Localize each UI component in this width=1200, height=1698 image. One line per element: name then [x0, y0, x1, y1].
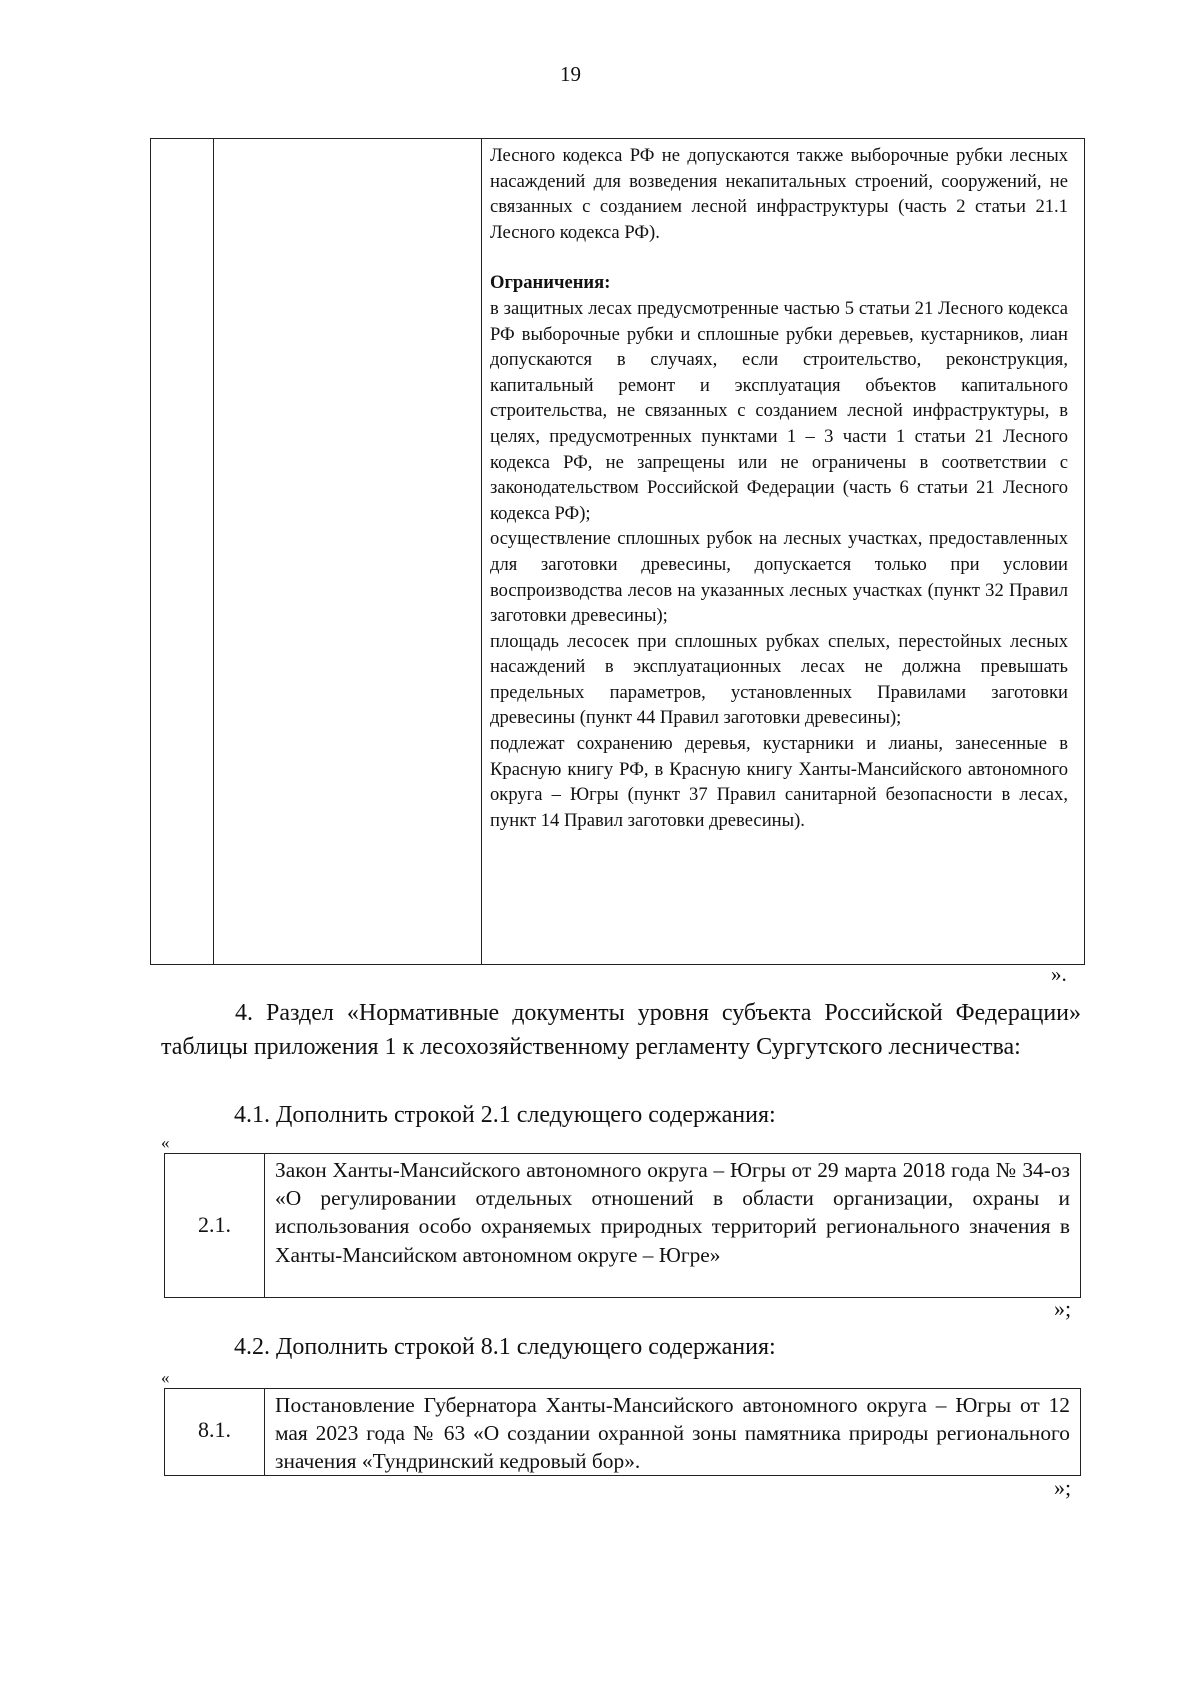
row-number: 8.1. [198, 1417, 231, 1442]
restriction-item: осуществление сплошных рубок на лесных участках, предоставленных для заготовки древесины, допускается только при условии воспроизводства лесов на указанных лесных участках (пункт 32 Правил заготовки древесины); [490, 528, 1068, 627]
row-2-1-table [164, 1153, 1081, 1298]
table-column-divider [481, 139, 482, 964]
row-number: 2.1. [198, 1212, 231, 1237]
restriction-item: подлежат сохранению деревья, кустарники и лианы, занесенные в Красную книгу РФ, в Красную книгу Ханты-Мансийского автономного округа – Югры (пункт 37 Правил санитарной безопасности в лесах, пункт 14 Правил заготовки древесины). [490, 733, 1068, 831]
subsection-4-1: 4.1. Дополнить строкой 2.1 следующего содержания: [234, 1102, 776, 1128]
closing-quote: »; [1054, 1475, 1072, 1500]
closing-quote: »; [1054, 1296, 1072, 1321]
opening-quote: « [161, 1368, 170, 1387]
section-4-paragraph: 4. Раздел «Нормативные документы уровня субъекта Российской Федерации» таблицы приложения 1 к лесохозяйственному регламенту Сургутского лесничества: [161, 1000, 1081, 1060]
table-column-divider [264, 1389, 265, 1475]
restrictions-heading: Ограничения: [490, 272, 611, 294]
closing-quote: ». [1051, 962, 1067, 986]
row-text: Закон Ханты-Мансийского автономного округа – Югры от 29 марта 2018 года № 34-оз «О регулировании отдельных отношений в области организации, охраны и использования особо охраняемых природных территорий регионального значения в Ханты-Мансийском автономном округе – Югре» [275, 1158, 1070, 1267]
table-column-divider [213, 139, 214, 964]
subsection-4-2: 4.2. Дополнить строкой 8.1 следующего содержания: [234, 1334, 776, 1360]
table-column-divider [264, 1154, 265, 1297]
row-8-1-table [164, 1388, 1081, 1476]
row-text: Постановление Губернатора Ханты-Мансийского автономного округа – Югры от 12 мая 2023 года № 63 «О создании охранной зоны памятника природы регионального значения «Тундринский кедровый бор». [275, 1393, 1070, 1474]
page-number: 19 [560, 62, 581, 86]
opening-quote: « [161, 1133, 170, 1152]
restriction-item: площадь лесосек при сплошных рубках спелых, перестойных лесных насаждений в эксплуатационных лесах не должна превышать предельных параметров, установленных Правилами заготовки древесины (пункт 44 Правил заготовки древесины); [490, 630, 1068, 729]
table-cell-text [490, 143, 1068, 833]
restriction-item: в защитных лесах предусмотренные частью 5 статьи 21 Лесного кодекса РФ выборочные рубки и сплошные рубки деревьев, кустарников, лиан допускаются в случаях, если строительство, реконструкция, капитальный ремонт и эксплуатация объектов капитального строительства, не связанных с созданием лесной инфраструктуры, в целях, предусмотренных пунктами 1 – 3 части 1 статьи 21 Лесного кодекса РФ, не запрещены или не ограничены в соответствии с законодательством Российской Федерации (часть 6 статьи 21 Лесного кодекса РФ); [490, 297, 1068, 524]
intro-paragraph: Лесного кодекса РФ не допускаются также выборочные рубки лесных насаждений для возведения некапитальных строений, сооружений, не связанных с созданием лесной инфраструктуры (часть 2 статьи 21.1 Лесного кодекса РФ). [490, 145, 1068, 243]
